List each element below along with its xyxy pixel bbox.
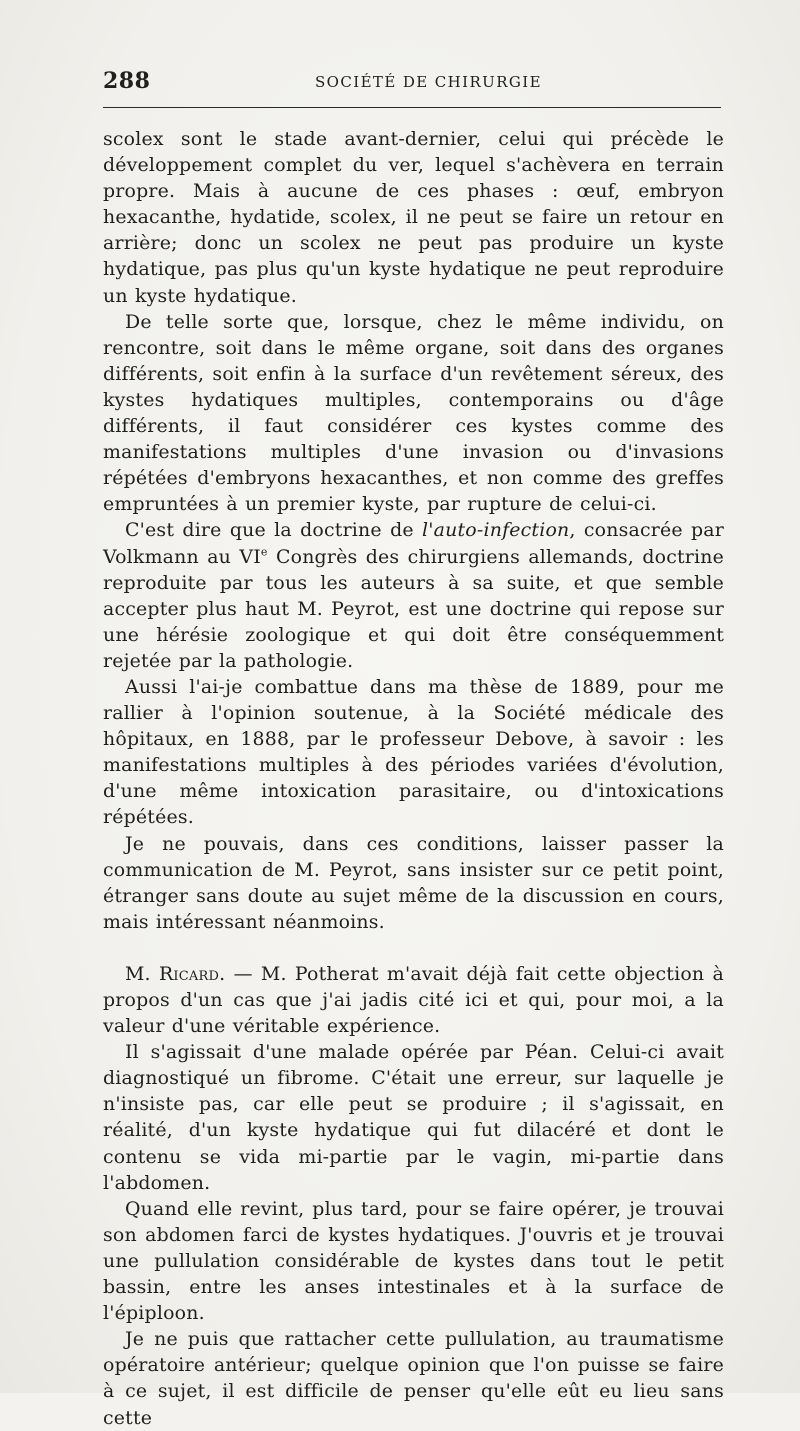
paragraph-text: , consacrée par Volkmann au VI <box>103 519 724 568</box>
paragraph-text: Congrès des chirurgiens allemands, doctrine reproduite par tous les auteurs à sa suite, et que semble accepter plus haut M. Peyrot, est une doctrine qui repose sur une hérésie zoologique et qui doit être conséquemment rejetée par la pathologie. <box>103 545 724 672</box>
paragraph-speaker <box>103 961 724 1039</box>
page-number: 288 <box>103 68 151 94</box>
paragraph-doctrine <box>103 517 724 674</box>
superscript: e <box>260 545 268 559</box>
paragraph: Aussi l'ai-je combattue dans ma thèse de 1889, pour me rallier à l'opinion soutenue, à la Société médicale des hôpitaux, en 1888, par le professeur Debove, à savoir : les manifestations multiples à des périodes variées d'évolution, d'une même intoxication parasitaire, ou d'intoxications répétées. <box>103 675 724 829</box>
paragraph: Je ne pouvais, dans ces conditions, laisser passer la communication de M. Peyrot, sans insister sur ce petit point, étranger sans doute au sujet même de la discussion en cours, mais intéressant néanmoins. <box>103 832 724 933</box>
emphasized-term: l'auto-infection <box>422 519 570 542</box>
paragraph: Il s'agissait d'une malade opérée par Péan. Celui-ci avait diagnostiqué un fibrome. C'était une erreur, sur laquelle je n'insiste pas, car elle peut se produire ; il s'agissait, en réalité, d'un kyste hydatique qui fut dilacéré et dont le contenu se vida mi-partie par le vagin, mi-partie dans l'abdomen. <box>103 1041 724 1194</box>
paragraph-text: C'est dire que la doctrine de <box>125 519 423 542</box>
speaker-name: Ricard <box>159 962 220 985</box>
header-rule <box>103 107 721 108</box>
page-header <box>103 68 723 96</box>
paragraph-continuation: scolex sont le stade avant-dernier, celui qui précède le développement complet du ver, lequel s'achèvera en terrain propre. Mais à aucune de ces phases : œuf, embryon hexacanthe, hydatide, scolex, il ne peut se faire un retour en arrière; donc un scolex ne peut pas produire un kyste hydatique, pas plus qu'un kyste hydatique ne peut reproduire un kyste hydatique. <box>103 128 724 307</box>
paragraph-text: . — M. Potherat m'avait déjà fait cette objection à propos d'un cas que j'ai jadis cité ici et qui, pour moi, a la valeur d'une véritable expérience. <box>103 962 724 1038</box>
paragraph: De telle sorte que, lorsque, chez le même individu, on rencontre, soit dans le même organe, soit dans des organes différents, soit enfin à la surface d'un revêtement séreux, des kystes hydatiques multiples, contemporains ou d'âge différents, il faut considérer ces kystes comme des manifestations multiples d'une invasion ou d'invasions répétées d'embryons hexacanthes, et non comme des greffes empruntées à un premier kyste, par rupture de celui-ci. <box>103 310 724 516</box>
paragraph: Quand elle revint, plus tard, pour se faire opérer, je trouvai son abdomen farci de kystes hydatiques. J'ouvris et je trouvai une pullulation considérable de kystes dans tout le petit bassin, entre les anses intestinales et à la surface de l'épiploon. <box>103 1197 724 1325</box>
paragraph: Je ne puis que rattacher cette pullulation, au traumatisme opératoire antérieur; quelque opinion que l'on puisse se faire à ce sujet, il est difficile de penser qu'elle eût eu lieu sans cette <box>103 1328 724 1429</box>
body-text <box>103 126 724 1431</box>
speaker-prefix: M. <box>125 962 159 985</box>
running-title: SOCIÉTÉ DE CHIRURGIE <box>315 73 542 91</box>
section-gap <box>103 935 724 961</box>
